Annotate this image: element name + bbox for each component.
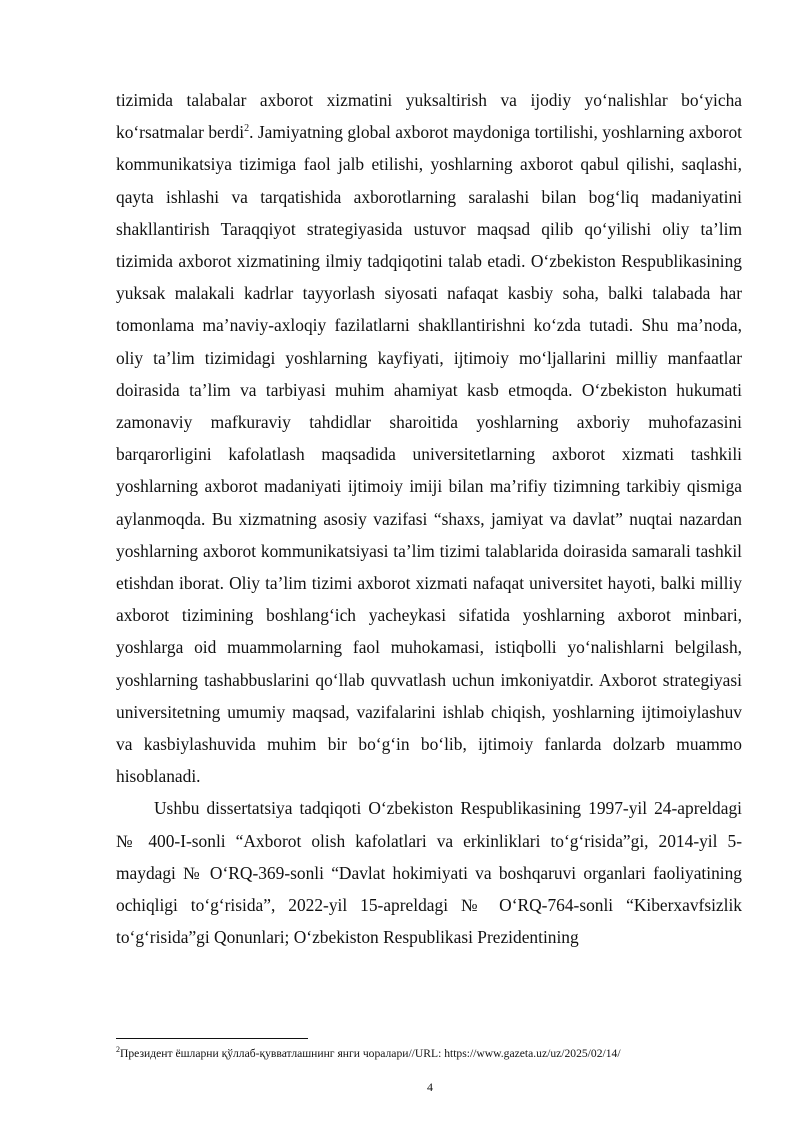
paragraph-1-start: tizimida talabalar axborot xizmatini yuksaltirish va ijodiy yo‘nalishlar bo‘yicha ko‘rsatmalar berdi xyxy=(116,90,742,143)
footnote-divider xyxy=(116,1038,308,1039)
footnote-text: Президент ёшларни қўллаб-қувватлашнинг янги чоралари//URL: https://www.gazeta.uz/uz/2025/02/14/ xyxy=(120,1047,621,1060)
footnote-reference[interactable]: 2 xyxy=(244,123,250,135)
footnote-number: 2 xyxy=(116,1045,120,1055)
body-text xyxy=(116,84,742,953)
paragraph-1-rest: . Jamiyatning global axborot maydoniga tortilishi, yoshlarning axborot kommunikatsiya tizimiga faol jalb etilishi, yoshlarning axborot qabul qilishi, saqlashi, qayta ishlashi va tarqatishida axborotlarning saralashi bilan bog‘liq madaniyatini shakllantirish Taraqqiyot strategiyasida ustuvor maqsad qilib qo‘yilishi oliy ta’lim tizimida axborot xizmatining ilmiy tadqiqotini talab etadi. O‘zbekiston Respublikasining yuksak malakali kadrlar tayyorlash siyosati nafaqat kasbiy soha, balki talabada har tomonlama ma’naviy-axloqiy fazilatlarni shakllantirishni ko‘zda tutadi. Shu ma’noda, oliy ta’lim tizimidagi yoshlarning kayfiyati, ijtimoiy mo‘ljallarini milliy manfaatlar doirasida ta’lim va tarbiyasi muhim ahamiyat kasb etmoqda. O‘zbekiston hukumati zamonaviy mafkuraviy tahdidlar sharoitida yoshlarning axboriy muhofazasini barqarorligini kafolatlash maqsadida universitetlarning axborot xizmati tashkili yoshlarning axborot madaniyati ijtimoiy imiji bilan ma’rifiy tizimning tarkibiy qismiga aylanmoqda. Bu xizmatning asosiy vazifasi “shaxs, jamiyat va davlat” nuqtai nazardan yoshlarning axborot kommunikatsiyasi ta’lim tizimi talablarida doirasida samarali tashkil etishdan iborat. Oliy ta’lim tizimi axborot xizmati nafaqat universitet hayoti, balki milliy axborot tizimining boshlang‘ich yacheykasi sifatida yoshlarning axborot minbari, yoshlarga oid muammolarning faol muhokamasi, istiqbolli yo‘nalishlarni belgilash, yoshlarning tashabbuslarini qo‘llab quvvatlash uchun imkoniyatdir. Axborot strategiyasi universitetning umumiy maqsad, vazifalarini ishlab chiqish, yoshlarning ijtimoiylashuv va kasbiylashuvida muhim bir bo‘g‘in bo‘lib, ijtimoiy fanlarda dolzarb muammo hisoblanadi. xyxy=(116,122,742,787)
paragraph-2: Ushbu dissertatsiya tadqiqoti O‘zbekiston Respublikasining 1997-yil 24-apreldagi № 400-I-sonli “Axborot olish kafolatlari va erkinliklari to‘g‘risida”gi, 2014-yil 5-maydagi № O‘RQ-369-sonli “Davlat hokimiyati va boshqaruvi organlari faoliyatining ochiqligi to‘g‘risida”, 2022-yil 15-apreldagi № O‘RQ-764-sonli “Kiberxavfsizlik to‘g‘risida”gi Qonunlari; O‘zbekiston Respublikasi Prezidentining xyxy=(116,798,742,948)
paragraph-1 xyxy=(116,84,742,792)
page-number: 4 xyxy=(427,1080,433,1094)
footnote xyxy=(116,1046,742,1061)
